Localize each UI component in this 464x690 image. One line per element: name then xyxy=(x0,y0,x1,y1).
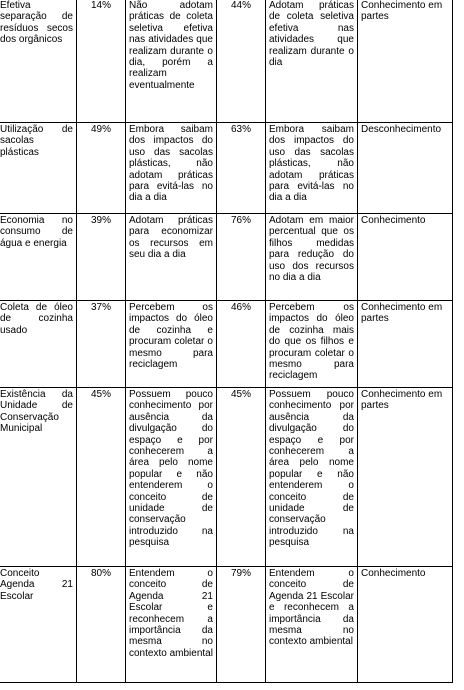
percent-cell-students: 39% xyxy=(77,214,126,301)
result-cell: Conhecimento em partes xyxy=(358,388,453,567)
topic-cell: Conceito Agenda 21 Escolar xyxy=(0,567,77,683)
answer-cell-students: Não adotam práticas de coleta seletiva efetiva nas atividades que realizam durante o dia, porém a realizam eventualmente xyxy=(126,0,217,123)
percent-cell-students: 45% xyxy=(77,388,126,567)
answer-cell-students: Adotam práticas para economizar os recursos em seu dia a dia xyxy=(126,214,217,301)
percent-cell-parents: 79% xyxy=(217,567,266,683)
table-row xyxy=(0,0,453,123)
answer-cell-parents: Adotam em maior percentual que os filhos medidas para redução do uso dos recursos no dia a dia xyxy=(266,214,358,301)
percent-cell-parents: 76% xyxy=(217,214,266,301)
percent-cell-students: 14% xyxy=(77,0,126,123)
answer-cell-parents: Percebem os impactos do óleo de cozinha mais do que os filhos e procuram coletar o mesmo para reciclagem xyxy=(266,301,358,388)
answer-cell-parents: Adotam práticas de coleta seletiva efetiva nas atividades que realizam durante o dia xyxy=(266,0,358,123)
percent-cell-students: 37% xyxy=(77,301,126,388)
table-row xyxy=(0,301,453,388)
table-row xyxy=(0,214,453,301)
topic-cell: Economia no consumo de água e energia xyxy=(0,214,77,301)
percent-cell-parents: 46% xyxy=(217,301,266,388)
table-row xyxy=(0,123,453,214)
percent-cell-parents: 63% xyxy=(217,123,266,214)
topic-cell: Efetiva separação de resíduos secos dos orgânicos xyxy=(0,0,77,123)
result-cell: Conhecimento xyxy=(358,214,453,301)
topic-cell: Utilização de sacolas plásticas xyxy=(0,123,77,214)
topic-cell: Coleta de óleo de cozinha usado xyxy=(0,301,77,388)
percent-cell-parents: 45% xyxy=(217,388,266,567)
percent-cell-students: 80% xyxy=(77,567,126,683)
answer-cell-students: Entendem o conceito de Agenda 21 Escolar e reconhecem a importância da mesma no contexto ambiental xyxy=(126,567,217,683)
percent-cell-students: 49% xyxy=(77,123,126,214)
result-cell: Conhecimento em partes xyxy=(358,0,453,123)
answer-cell-students: Embora saibam dos impactos do uso das sacolas plásticas, não adotam práticas para evitá-las no dia a dia xyxy=(126,123,217,214)
result-cell: Desconhecimento xyxy=(358,123,453,214)
result-cell: Conhecimento em partes xyxy=(358,301,453,388)
answer-cell-parents: Entendem o conceito de Agenda 21 Escolar e reconhecem a importância da mesma no contexto ambiental xyxy=(266,567,358,683)
percent-cell-parents: 44% xyxy=(217,0,266,123)
table-row xyxy=(0,388,453,567)
table-row xyxy=(0,567,453,683)
topic-cell: Existência da Unidade de Conservação Municipal xyxy=(0,388,77,567)
result-cell: Conhecimento xyxy=(358,567,453,683)
answer-cell-students: Possuem pouco conhecimento por ausência da divulgação do espaço e por conhecerem a área pelo nome popular e não entenderem o conceito de unidade de conservação introduzido na pesquisa xyxy=(126,388,217,567)
answer-cell-parents: Possuem pouco conhecimento por ausência da divulgação do espaço e por conhecerem a área pelo nome popular e não entenderem o conceito de unidade de conservação introduzido na pesquisa xyxy=(266,388,358,567)
answer-cell-students: Percebem os impactos do óleo de cozinha e procuram coletar o mesmo para reciclagem xyxy=(126,301,217,388)
answer-cell-parents: Embora saibam dos impactos do uso das sacolas plásticas, não adotam práticas para evitá-las no dia a dia xyxy=(266,123,358,214)
